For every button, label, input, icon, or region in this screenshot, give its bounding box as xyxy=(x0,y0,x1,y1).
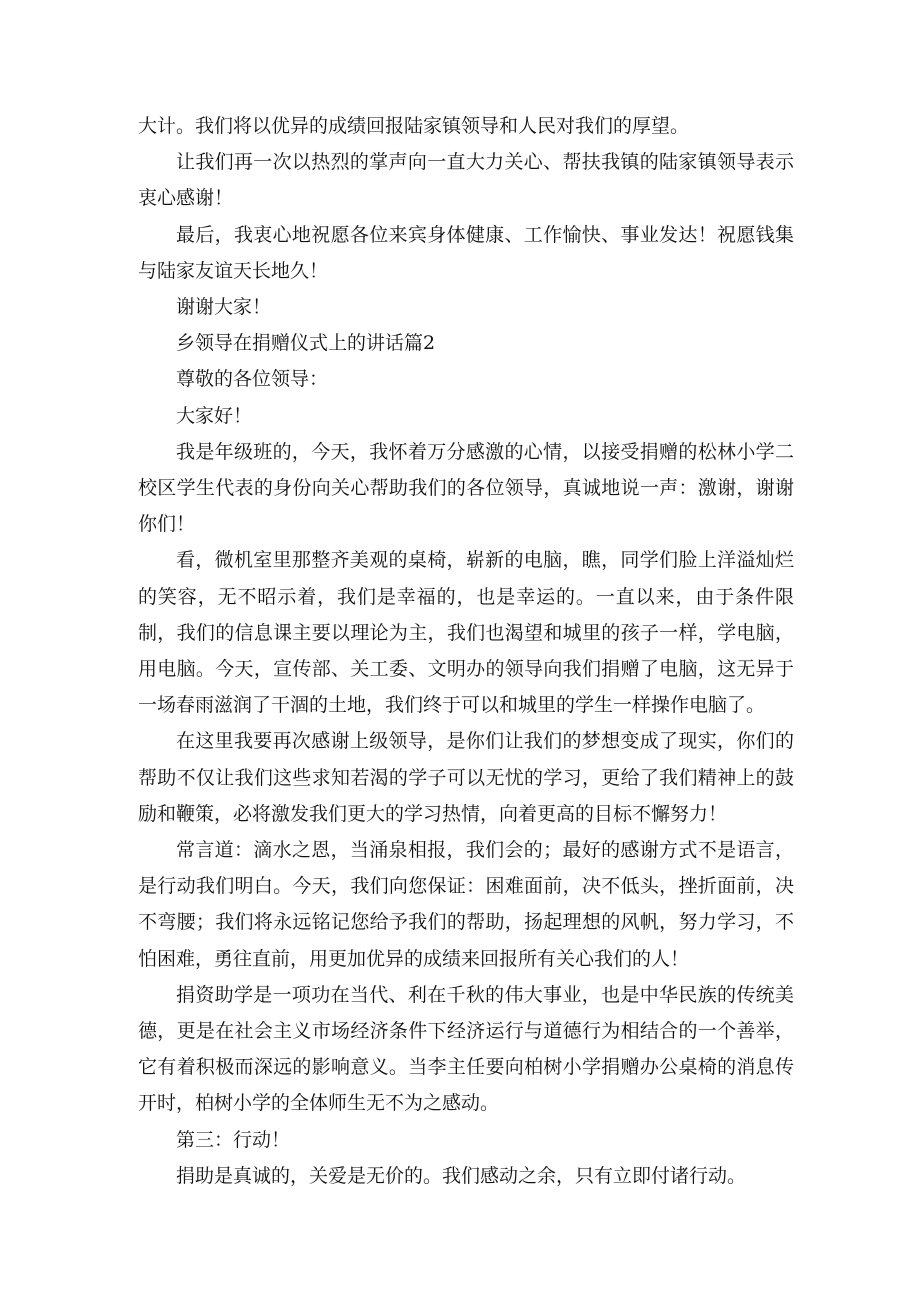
paragraph-computer-room: 看，微机室里那整齐美观的桌椅，崭新的电脑，瞧，同学们脸上洋溢灿烂的笑容，无不昭示着，我们是幸福的，也是幸运的。一直以来，由于条件限制，我们的信息课主要以理论为主，我们也渴望和城里的孩子一样，学电脑，用电脑。今天，宣传部、关工委、文明办的领导向我们捐赠了电脑，这无异于一场春雨滋润了干涸的土地，我们终于可以和城里的学生一样操作电脑了。 xyxy=(138,549,794,717)
paragraph-donation: 捐资助学是一项功在当代、利在千秋的伟大事业，也是中华民族的传统美德，更是在社会主义市场经济条件下经济运行与道德行为相结合的一个善举，它有着积极而深远的影响意义。当李主任要向柏树小学捐赠办公桌椅的消息传开时，柏树小学的全体师生无不为之感动。 xyxy=(138,983,794,1115)
paragraph-intro: 我是年级班的，今天，我怀着万分感激的心情，以接受捐赠的松林小学二校区学生代表的身份向关心帮助我们的各位领导，真诚地说一声：激谢，谢谢你们！ xyxy=(138,440,794,536)
paragraph-thanks: 谢谢大家！ xyxy=(176,296,272,319)
document-body xyxy=(138,108,794,1194)
paragraph-promise: 常言道：滴水之恩，当涌泉相报，我们会的；最好的感谢方式不是语言，是行动我们明白。今天，我们向您保证：困难面前，决不低头，挫折面前，决不弯腰；我们将永远铭记您给予我们的帮助，扬起理想的风帆，努力学习，不怕困难，勇往直前，用更加优异的成绩来回报所有关心我们的人！ xyxy=(138,839,794,970)
paragraph-greeting: 大家好！ xyxy=(176,404,253,427)
paragraph-salutation: 尊敬的各位领导： xyxy=(176,368,329,391)
paragraph-heading-action: 第三：行动！ xyxy=(176,1128,291,1151)
section-title: 乡领导在捐赠仪式上的讲话篇2 xyxy=(176,332,436,355)
paragraph-gratitude: 在这里我要再次感谢上级领导，是你们让我们的梦想变成了现实，你们的帮助不仅让我们这些求知若渴的学子可以无忧的学习，更给了我们精神上的鼓励和鞭策，必将激发我们更大的学习热情，向着更高的目标不懈努力！ xyxy=(138,730,794,825)
paragraph-continuation: 大计。我们将以优异的成绩回报陆家镇领导和人民对我们的厚望。 xyxy=(138,115,690,137)
paragraph-action: 捐助是真诚的，关爱是无价的。我们感动之余，只有立即付诸行动。 xyxy=(176,1164,747,1187)
paragraph-wishes: 最后，我衷心地祝愿各位来宾身体健康、工作愉快、事业发达！祝愿钱集与陆家友谊天长地久！ xyxy=(138,223,794,282)
paragraph-applause: 让我们再一次以热烈的掌声向一直大力关心、帮扶我镇的陆家镇领导表示衷心感谢！ xyxy=(138,151,794,210)
